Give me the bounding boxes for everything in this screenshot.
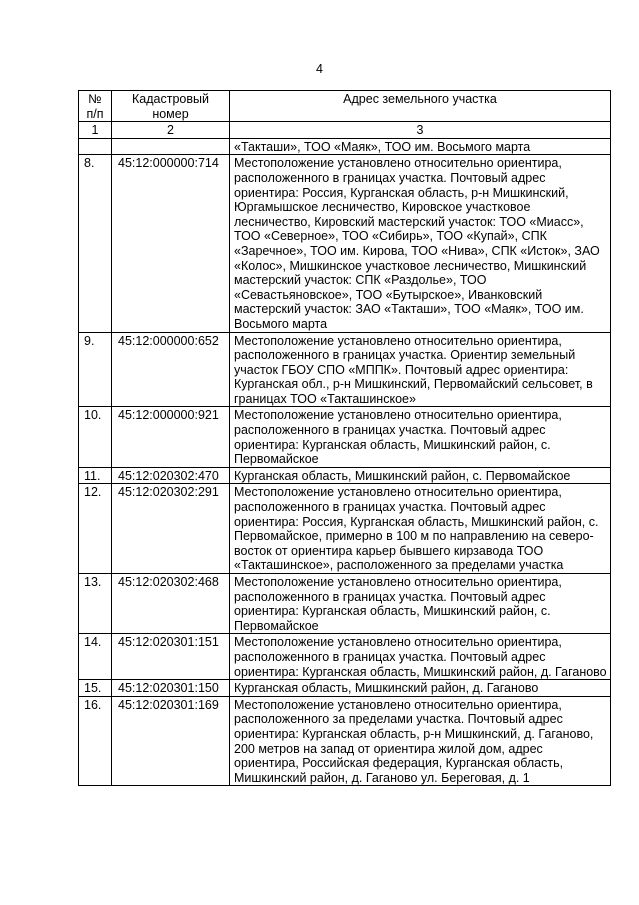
row-number: 9. xyxy=(79,332,112,407)
plot-address: Местоположение установлено относительно ориентира, расположенного в границах участка. Почтовый адрес ориентира: Курганская область, Мишкинский район, д. Гаганово xyxy=(230,634,611,680)
cadastral-number: 45:12:000000:652 xyxy=(112,332,230,407)
plot-address: Местоположение установлено относительно ориентира, расположенного в границах участка. Почтовый адрес ориентира: Россия, Курганская область, Мишкинский район, с. Первомайское, примерно в 100 м по направлению на северо-восток от ориентира карьер бывшего кирзавода ТОО «Такташинское», расположенного за пределами участка xyxy=(230,484,611,574)
column-index-3: 3 xyxy=(230,122,611,139)
plot-address: Местоположение установлено относительно ориентира, расположенного за пределами участка. Почтовый адрес ориентира: Курганская область, р-н Мишкинский, д. Гаганово, 200 метров на запад от ориентира жилой дом, адрес ориентира, Российская федерация, Курганская область, Мишкинский район, д. Гаганово ул. Береговая, д. 1 xyxy=(230,696,611,786)
table-row xyxy=(79,467,611,484)
table-row xyxy=(79,634,611,680)
cadastral-number: 45:12:020302:291 xyxy=(112,484,230,574)
continuation-row xyxy=(79,138,611,155)
continuation-cadastral-cell xyxy=(112,138,230,155)
header-number: № п/п xyxy=(79,91,112,122)
plot-address: Местоположение установлено относительно ориентира, расположенного в границах участка. Почтовый адрес ориентира: Россия, Курганская область, р-н Мишкинский, Юргамышское лесничество, Кировское участковое лесничество, Кировский мастерский участок: ТОО «Миасс», ТОО «Северное», ТОО «Сибирь», ТОО «Купай», СПК «Заречное», ТОО им. Кирова, ТОО «Нива», СПК «Исток», ЗАО «Колос», Мишкинское участковое лесничество, Мишкинский мастерский участок: СПК «Раздолье», ТОО «Севастьяновское», ТОО «Бутырское», Иванковский мастерский участок: ЗАО «Такташи», ТОО «Маяк», ТОО им. Восьмого марта xyxy=(230,155,611,332)
plot-address: Местоположение установлено относительно ориентира, расположенного в границах участка. Почтовый адрес ориентира: Курганская область, Мишкинский район, с. Первомайское xyxy=(230,407,611,467)
header-cadastral-number: Кадастровый номер xyxy=(112,91,230,122)
row-number: 8. xyxy=(79,155,112,332)
table-row xyxy=(79,680,611,697)
cadastral-number: 45:12:020301:150 xyxy=(112,680,230,697)
column-index-1: 1 xyxy=(79,122,112,139)
cadastral-number: 45:12:000000:921 xyxy=(112,407,230,467)
row-number: 11. xyxy=(79,467,112,484)
table-row xyxy=(79,155,611,332)
row-number: 14. xyxy=(79,634,112,680)
table-row xyxy=(79,484,611,574)
row-number: 10. xyxy=(79,407,112,467)
table-header-row xyxy=(79,91,611,122)
land-plots-table xyxy=(78,90,611,786)
row-number: 12. xyxy=(79,484,112,574)
row-number: 15. xyxy=(79,680,112,697)
table-row xyxy=(79,332,611,407)
page-number: 4 xyxy=(316,62,323,76)
cadastral-number: 45:12:020301:151 xyxy=(112,634,230,680)
continuation-address-cell: «Такташи», ТОО «Маяк», ТОО им. Восьмого марта xyxy=(230,138,611,155)
row-number: 16. xyxy=(79,696,112,786)
plot-address: Местоположение установлено относительно ориентира, расположенного в границах участка. Ориентир земельный участок ГБОУ СПО «МППК». Почтовый адрес ориентира: Курганская обл., р-н Мишкинский, Первомайский сельсовет, в границах ТОО «Такташинское» xyxy=(230,332,611,407)
cadastral-number: 45:12:020301:169 xyxy=(112,696,230,786)
table-row xyxy=(79,696,611,786)
cadastral-number: 45:12:020302:468 xyxy=(112,574,230,634)
table-row xyxy=(79,574,611,634)
plot-address: Курганская область, Мишкинский район, д. Гаганово xyxy=(230,680,611,697)
column-index-2: 2 xyxy=(112,122,230,139)
continuation-num-cell xyxy=(79,138,112,155)
header-address: Адрес земельного участка xyxy=(230,91,611,122)
column-index-row xyxy=(79,122,611,139)
cadastral-number: 45:12:020302:470 xyxy=(112,467,230,484)
plot-address: Курганская область, Мишкинский район, с. Первомайское xyxy=(230,467,611,484)
row-number: 13. xyxy=(79,574,112,634)
table-row xyxy=(79,407,611,467)
plot-address: Местоположение установлено относительно ориентира, расположенного в границах участка. Почтовый адрес ориентира: Курганская область, Мишкинский район, с. Первомайское xyxy=(230,574,611,634)
cadastral-number: 45:12:000000:714 xyxy=(112,155,230,332)
